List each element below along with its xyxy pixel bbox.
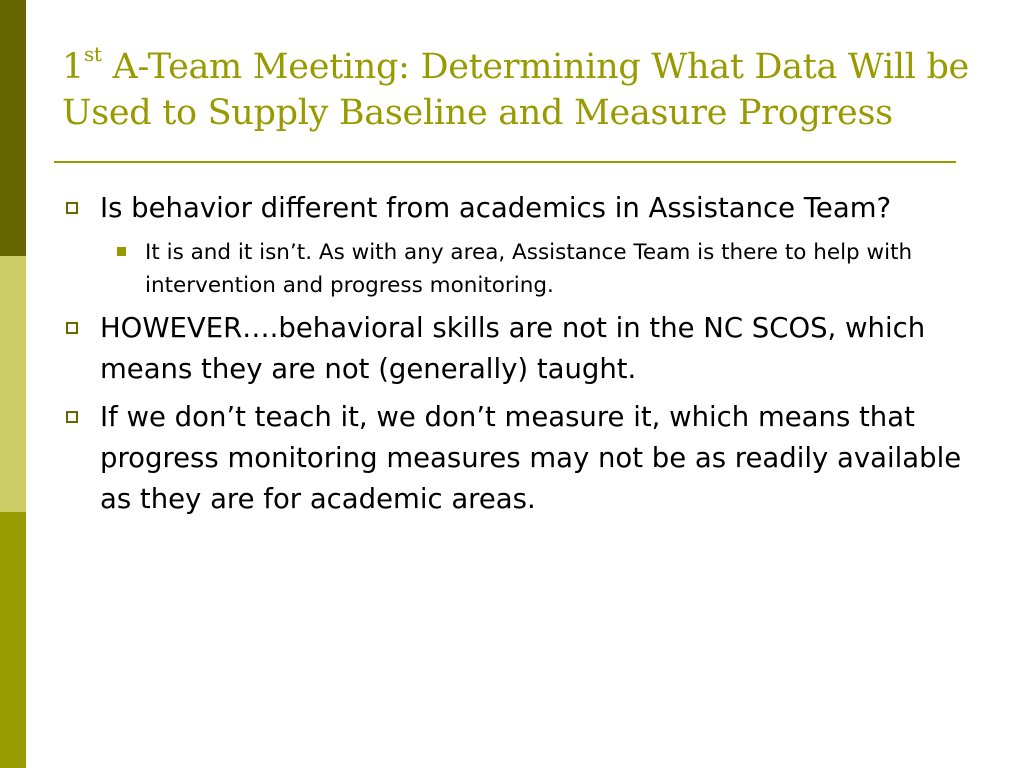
hollow-square-bullet-icon bbox=[66, 411, 78, 423]
sidebar-band-dark bbox=[0, 0, 26, 256]
filled-square-bullet-icon bbox=[117, 247, 126, 256]
bullet-text: HOWEVER….behavioral skills are not in the NC SCOS, which means they are not (generally) taught. bbox=[100, 312, 926, 385]
hollow-square-bullet-icon bbox=[66, 202, 78, 214]
title-text: A-Team Meeting: Determining What Data Will be Used to Supply Baseline and Measure Progress bbox=[62, 47, 969, 133]
sidebar-band-mid bbox=[0, 512, 26, 768]
sub-bullet-item bbox=[62, 236, 962, 302]
bullet-item bbox=[62, 308, 962, 390]
bullet-item bbox=[62, 188, 962, 229]
title-underline bbox=[54, 161, 956, 163]
slide-sidebar bbox=[0, 0, 26, 768]
bullet-text: Is behavior different from academics in Assistance Team? bbox=[100, 192, 892, 224]
slide-title bbox=[62, 44, 982, 136]
sidebar-band-light bbox=[0, 256, 26, 512]
bullet-text: If we don’t teach it, we don’t measure it, which means that progress monitoring measures may not be as readily available as they are for academic areas. bbox=[100, 401, 962, 515]
sub-bullet-text: It is and it isn’t. As with any area, Assistance Team is there to help with intervention and progress monitoring. bbox=[145, 240, 913, 298]
hollow-square-bullet-icon bbox=[66, 322, 78, 334]
title-ordinal-suffix: st bbox=[83, 42, 102, 67]
bullet-item bbox=[62, 397, 962, 520]
title-number: 1 bbox=[62, 47, 84, 87]
slide-body bbox=[62, 188, 962, 527]
